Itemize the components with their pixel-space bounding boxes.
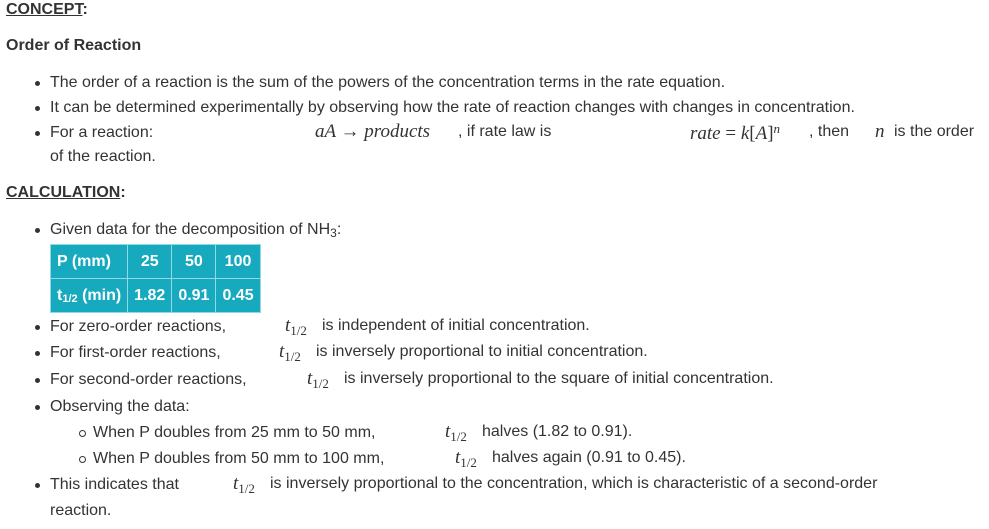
second-order-text: is inversely proportional to the square of initial concentration. <box>344 370 774 387</box>
t-half-symbol: $t_{1/2}$ <box>233 473 255 496</box>
data-table <box>50 244 261 313</box>
concept-heading: CONCEPT: <box>6 1 88 18</box>
table-cell: 0.45 <box>216 279 260 313</box>
calculation-heading: CALCULATION: <box>6 184 126 201</box>
table-row-pressure <box>51 245 261 279</box>
zero-order-bullet: For zero-order reactions, <box>50 318 227 335</box>
is-the-order-text: is the order <box>894 123 975 140</box>
n-symbol: n <box>875 121 885 142</box>
table-cell: 50 <box>172 245 216 279</box>
first-order-bullet: For first-order reactions, <box>50 344 221 361</box>
table-row-half-life <box>51 279 261 313</box>
table-header-half-life: $t_{1/2}$ (min) <box>51 279 128 313</box>
table-cell: 0.91 <box>172 279 216 313</box>
table-header-pressure: P (mm) <box>51 245 128 279</box>
order-of-reaction-subheading: Order of Reaction <box>6 37 142 54</box>
given-data-bullet: Given data for the decomposition of $NH_3$: <box>50 220 341 243</box>
observation-2: When P doubles from 50 mm to 100 mm, <box>93 450 385 467</box>
t-half-symbol: $t_{1/2}$ <box>445 421 467 444</box>
concept-bullet-2: It can be determined experimentally by observing how the rate of reaction changes with changes in concentration. <box>50 99 855 116</box>
observation-1-text: halves (1.82 to 0.91). <box>482 423 633 440</box>
concept-bullet-3-line2: of the reaction. <box>50 148 156 165</box>
second-order-bullet: For second-order reactions, <box>50 371 247 388</box>
observing-bullet: Observing the data: <box>50 398 190 415</box>
reaction-equation: aA → products <box>315 121 431 142</box>
conclusion-text: is inversely proportional to the concentration, which is characteristic of a second-order <box>270 475 878 492</box>
rate-law-equation: rate = $k[A]^n$ <box>690 121 781 144</box>
concept-bullet-3-prefix: For a reaction: <box>50 124 154 141</box>
table-cell: 25 <box>128 245 172 279</box>
zero-order-text: is independent of initial concentration. <box>322 317 590 334</box>
then-text: , then <box>809 123 850 140</box>
observation-1: When P doubles from 25 mm to 50 mm, <box>93 424 376 441</box>
table-cell: 1.82 <box>128 279 172 313</box>
conclusion-line2: reaction. <box>50 502 112 519</box>
concept-bullet-1: The order of a reaction is the sum of the powers of the concentration terms in the rate equation. <box>50 74 726 91</box>
rate-law-text: , if rate law is <box>458 123 552 140</box>
first-order-text: is inversely proportional to initial concentration. <box>316 343 648 360</box>
table-cell: 100 <box>216 245 260 279</box>
t-half-symbol: $t_{1/2}$ <box>279 341 301 364</box>
observation-2-text: halves again (0.91 to 0.45). <box>492 449 686 466</box>
conclusion-bullet: This indicates that <box>50 476 179 493</box>
t-half-symbol: $t_{1/2}$ <box>285 315 307 338</box>
t-half-symbol: $t_{1/2}$ <box>307 368 329 391</box>
t-half-symbol: $t_{1/2}$ <box>455 447 477 470</box>
